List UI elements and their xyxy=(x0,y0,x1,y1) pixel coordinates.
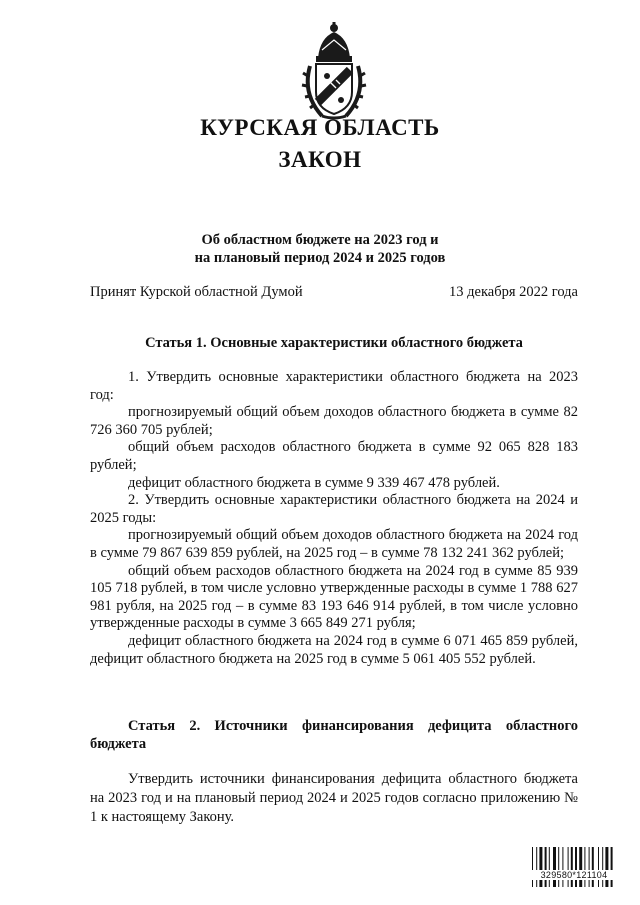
barcode-bar xyxy=(579,847,582,887)
article-2-body xyxy=(90,770,578,827)
adoption-date: 13 декабря 2022 года xyxy=(449,284,578,300)
barcode-bar xyxy=(589,847,590,887)
article-2-paragraph: Утвердить источники финансирования дефицита областного бюджета на 2023 год и на плановый период 2024 и 2025 годов согласно приложению № 1 к настоящему Закону. xyxy=(90,771,578,825)
article-1-paragraph: общий объем расходов областного бюджета в сумме 92 065 828 183 рублей; xyxy=(90,439,578,473)
barcode-bar xyxy=(575,847,577,887)
barcode-bar xyxy=(571,847,573,887)
barcode-number: 329580*121104 xyxy=(531,870,617,880)
barcode xyxy=(531,847,617,887)
law-title-line-2: на плановый период 2024 и 2025 годов xyxy=(194,250,446,266)
article-2-title xyxy=(90,717,578,753)
barcode-bar xyxy=(549,847,550,887)
adoption-info xyxy=(90,284,578,301)
article-1-paragraph: дефицит областного бюджета на 2024 год в сумме 6 071 465 859 рублей, дефицит областного бюджета на 2025 год в сумме 5 061 405 552 рублей. xyxy=(90,632,578,667)
barcode-bar xyxy=(539,847,542,887)
barcode-bar xyxy=(611,847,613,887)
law-title xyxy=(0,231,640,267)
article-2-title-text: Статья 2. Источники финансирования дефицита областного бюджета xyxy=(90,718,578,752)
barcode-bar xyxy=(536,847,537,887)
barcode-bar xyxy=(558,847,559,887)
coat-of-arms-emblem xyxy=(300,20,368,122)
article-1-paragraph: общий объем расходов областного бюджета на 2024 год в сумме 85 939 105 718 рублей, в том числе условно утвержденные расходы в сумме 1 788 627 981 рубля, на 2025 год – в сумме 83 193 646 914 рублей, в том числе условно утвержденные расходы в сумме 3 665 849 271 рубля; xyxy=(90,562,578,632)
article-1-paragraph: прогнозируемый общий объем доходов областного бюджета в сумме 82 726 360 705 рублей; xyxy=(90,404,578,438)
barcode-bar xyxy=(592,847,594,887)
article-1-paragraph: 2. Утвердить основные характеристики областного бюджета на 2024 и 2025 годы: xyxy=(90,492,578,526)
article-1-paragraph: дефицит областного бюджета в сумме 9 339 467 478 рублей. xyxy=(128,474,500,491)
barcode-bar xyxy=(598,847,599,887)
barcode-bar xyxy=(568,847,569,887)
article-1-paragraph: прогнозируемый общий объем доходов областного бюджета на 2024 год в сумме 79 867 639 859 рублей, на 2025 год – в сумме 78 132 241 362 рублей; xyxy=(90,527,578,561)
article-1-title: Статья 1. Основные характеристики областного бюджета xyxy=(145,335,523,351)
barcode-bar xyxy=(602,847,603,887)
region-title: КУРСКАЯ ОБЛАСТЬ xyxy=(200,115,440,140)
document-type-title: ЗАКОН xyxy=(278,147,362,172)
adopted-by: Принят Курской областной Думой xyxy=(90,284,303,300)
barcode-bar xyxy=(545,847,547,887)
barcode-bar xyxy=(532,847,533,887)
barcode-bar xyxy=(584,847,585,887)
law-title-line-1: Об областном бюджете на 2023 год и xyxy=(201,232,439,248)
barcode-bar xyxy=(605,847,608,887)
article-1-body xyxy=(90,369,578,668)
barcode-bar xyxy=(553,847,556,887)
article-1-paragraph: 1. Утвердить основные характеристики областного бюджета на 2023 год: xyxy=(90,369,578,403)
barcode-bar xyxy=(562,847,563,887)
